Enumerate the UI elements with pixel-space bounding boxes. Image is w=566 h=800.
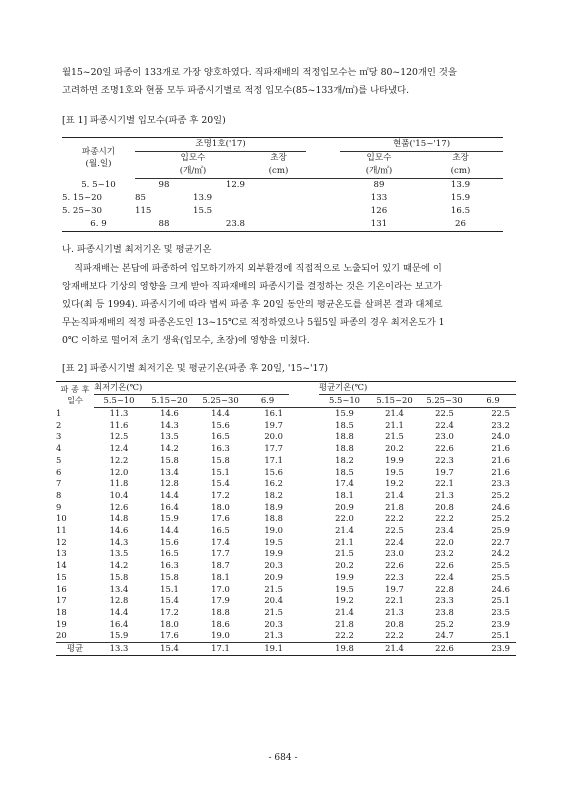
table2-cell: 15.9 [160,513,179,524]
table2-cell: 21.4 [385,408,404,418]
table2-cell-day: 17 [56,595,67,606]
table2-group-avg: 평균기온(℃) [319,382,516,395]
table2-cell-day: 7 [56,478,62,489]
table2-cell: 24.6 [491,501,510,512]
table2-cell: 22.5 [385,525,404,536]
table2-cell: 25.1 [491,595,510,606]
table2-cell: 21.3 [385,606,404,617]
table-row [56,455,516,467]
table2-cell: 17.4 [211,536,230,547]
table1-sub-height: 초장 [270,153,287,163]
table2-cell: 21.4 [385,489,404,500]
table2-cell: 15.8 [160,571,179,582]
table1-cell: 98 [158,180,170,190]
table2-cell: 22.0 [435,536,454,547]
table2-period: 5.15~20 [144,395,195,408]
table2-cell: 11.3 [109,408,129,418]
table2-cell: 20.0 [264,431,283,442]
table2-cell: 15.6 [160,536,179,547]
table1-cell: 115 [135,206,152,216]
table2-cell: 21.3 [435,489,454,500]
table2-cell: 23.4 [435,525,454,536]
table2-cell-day: 2 [56,419,62,430]
table2-cell: 16.3 [160,560,179,571]
table2-cell: 21.6 [491,443,510,454]
table2-cell: 14.4 [211,408,230,418]
table2-cell: 10.4 [109,489,129,500]
table2-cell: 14.2 [109,560,129,571]
table-row [56,572,516,584]
table2-cell: 21.4 [335,606,354,617]
table2-cell: 24.7 [435,630,454,641]
table2-cell: 17.2 [211,489,230,500]
table2-cell: 22.4 [435,571,454,582]
table2-cell: 16.4 [109,618,129,629]
table2-cell: 20.9 [264,571,283,582]
table2-cell: 24.0 [491,431,510,442]
table2-cell: 17.6 [211,513,230,524]
table2-spacer [289,408,319,420]
table-row [56,467,516,479]
table2-spacer [289,490,319,502]
table2-cell-day: 19 [56,618,67,629]
table2-cell: 22.6 [385,560,404,571]
table2-period: 5.25~30 [419,395,470,408]
table2-cell: 22.6 [435,560,454,571]
table2-cell: 18.8 [211,606,230,617]
table2-cell: 22.6 [419,643,470,656]
section-title: 나. 파종시기별 최저기온 및 평균기온 [62,244,212,255]
table1-sub-emergence: 입모수 [180,153,206,163]
table1-caption: [표 1] 파종시기별 입모수(파종 후 20일) [62,115,226,126]
table-row [62,205,503,218]
table2-cell-day: 15 [56,571,67,582]
table2-spacer [289,548,319,560]
table2-cell: 18.2 [335,454,354,465]
table2-cell: 14.6 [160,408,179,418]
table2-spacer [289,455,319,467]
table2-cell: 17.1 [264,454,283,465]
table2-spacer [289,595,319,607]
table2-cell: 12.8 [160,478,179,489]
paragraph2-line: 0℃ 이하로 떨어져 초기 생육(입모수, 초장)에 영향을 미쳤다. [62,335,310,346]
table2-cell: 24.2 [491,548,510,559]
table1-sub-height-2: 초장 [452,153,469,163]
table2-cell: 23.9 [470,643,516,656]
table1-sub-emergence-unit: (개/㎡) [135,165,251,179]
table2-cell: 18.8 [335,431,354,442]
table2-cell: 19.0 [264,525,283,536]
table2-cell: 19.7 [264,419,283,430]
table2-cell: 20.4 [264,595,283,606]
table-row [56,408,516,420]
table2-period: 6.9 [470,395,516,408]
table2-cell: 18.8 [264,513,283,524]
table2-spacer [289,502,319,514]
table2-cell: 15.8 [109,571,129,582]
table2-spacer [289,420,319,432]
table2-cell: 18.1 [335,489,354,500]
table2-cell: 19.5 [264,536,283,547]
table-row [56,537,516,549]
table1-cell: 133 [370,193,388,203]
table2-cell: 23.0 [435,431,454,442]
table2-cell: 15.1 [211,466,230,477]
table1-col-sowing: 파종시기 [81,147,116,158]
table2-cell: 23.3 [491,478,510,489]
table2-cell: 22.0 [335,513,354,524]
table2-cell: 12.5 [109,431,129,442]
table2-cell: 15.1 [160,583,179,594]
table2-cell: 21.5 [385,431,404,442]
table2-cell: 18.1 [211,571,230,582]
table2-cell: 15.6 [211,419,230,430]
table2-cell: 19.2 [385,478,404,489]
table1-cell-date: 5. 25~30 [62,206,103,216]
table2-cell: 21.6 [491,454,510,465]
table2-cell: 20.3 [264,560,283,571]
table2-period: 5.5~10 [319,395,370,408]
table1-cell: 88 [135,218,193,232]
table1-cell: 16.5 [450,206,471,216]
table1-cell: 126 [370,206,388,216]
table2-cell: 19.7 [385,583,404,594]
table2-spacer [289,560,319,572]
table2-cell: 16.2 [264,478,283,489]
table1-cell: 15.9 [450,193,471,203]
table2-cell: 22.7 [491,536,510,547]
table1-sub-emergence-2: 입모수 [366,153,392,163]
table2-cell: 18.9 [264,501,283,512]
table1-cell: 85 [135,193,146,203]
table-row [56,513,516,525]
table2-cell: 17.4 [335,478,354,489]
table2-spacer [289,607,319,619]
table2-cell: 22.3 [435,454,454,465]
table-row [56,619,516,631]
table1-cell: 12.9 [225,180,245,190]
paragraph2-line: 있다(최 등 1994). 파종시기에 따라 볍씨 파종 후 20일 동안의 평균온도를 살펴본 결과 대체로 [62,299,443,310]
table-row [56,478,516,490]
table-row [56,443,516,455]
table2-cell: 21.4 [335,525,354,536]
table2-spacer [289,572,319,584]
table2-cell: 20.9 [335,501,354,512]
table2-cell: 25.2 [491,513,510,524]
table1-cell-date: 5. 5~10 [81,179,116,190]
table2-cell: 22.5 [435,408,454,418]
table2-cell: 20.8 [435,501,454,512]
table2-cell: 16.1 [264,408,283,418]
table2-cell: 14.4 [160,525,179,536]
table2-cell: 25.2 [491,489,510,500]
table2-spacer [289,619,319,631]
table2-cell: 20.8 [385,618,404,629]
table2-cell: 22.1 [435,478,454,489]
table2-cell-day: 8 [56,489,62,500]
table2-cell: 18.5 [335,466,354,477]
table1-emergence [62,137,503,232]
table2-cell: 14.8 [109,513,129,524]
table2-cell: 17.2 [160,606,179,617]
table2-cell: 21.3 [264,630,283,641]
table2-cell: 24.6 [491,583,510,594]
table2-cell: 21.4 [370,643,419,656]
table2-cell: 25.5 [491,571,510,582]
table2-cell: 13.4 [109,583,129,594]
table2-cell: 22.6 [435,443,454,454]
table2-cell: 16.5 [211,431,230,442]
table2-body [56,408,516,656]
table2-cell-day: 6 [56,466,62,477]
table2-cell: 23.2 [491,419,510,430]
table2-period: 5.15~20 [370,395,419,408]
table2-spacer [289,513,319,525]
table2-cell: 19.9 [385,454,404,465]
table2-avg-row [56,643,516,656]
table2-cell: 21.8 [335,618,354,629]
table2-cell-day: 4 [56,443,62,454]
table2-cell: 23.9 [491,618,510,629]
table2-cell-day: 11 [56,525,67,536]
paragraph1-line: 월15~20일 파종이 133개로 가장 양호하였다. 직파재배의 적정입모수는 ㎡당 80~120개인 것을 [62,67,457,78]
table2-spacer [289,525,319,537]
table2-cell: 21.6 [491,466,510,477]
table2-cell: 17.7 [264,443,283,454]
table2-cell: 21.8 [385,501,404,512]
table2-cell: 12.2 [109,454,129,465]
table2-cell: 22.4 [385,536,404,547]
table2-cell: 23.5 [491,606,510,617]
table2-cell: 13.3 [94,643,144,656]
table2-cell: 18.2 [264,489,283,500]
table2-cell: 17.1 [195,643,246,656]
table2-cell: 22.2 [385,630,404,641]
table2-spacer [289,643,319,656]
table2-cell: 12.6 [109,501,129,512]
table2-cell: 11.6 [109,419,129,430]
table1-cell-date: 5. 15~20 [62,193,103,203]
table-row [56,490,516,502]
table2-cell: 15.8 [211,454,230,465]
table2-temperature [56,381,516,656]
table2-cell: 22.1 [385,595,404,606]
table2-cell: 20.2 [385,443,404,454]
table2-cell: 14.2 [160,443,179,454]
table2-cell: 15.4 [160,595,179,606]
table2-col-day-b: 일수 [67,394,83,405]
table2-cell: 14.3 [160,419,179,430]
table2-cell: 18.5 [335,419,354,430]
table2-cell-day: 20 [56,630,67,641]
table2-cell: 18.7 [211,560,230,571]
table-row [56,630,516,642]
table2-cell: 22.2 [385,513,404,524]
table2-cell-day: 12 [56,536,67,547]
table2-cell: 13.5 [160,431,179,442]
table2-cell: 23.2 [435,548,454,559]
table2-cell: 13.4 [160,466,179,477]
table2-cell: 11.8 [109,478,129,489]
table2-cell: 18.8 [335,443,354,454]
table2-cell-day: 14 [56,560,67,571]
table2-cell: 14.4 [109,606,129,617]
table2-cell-day: 10 [56,513,67,524]
table2-cell: 19.5 [335,583,354,594]
table2-cell: 21.1 [385,419,404,430]
table2-cell: 16.4 [160,501,179,512]
table1-group1: 조명1호('17) [135,138,306,152]
table2-cell: 19.0 [211,630,230,641]
table2-spacer [289,630,319,642]
paragraph1-line: 고려하면 조명1호와 현품 모두 파종시기별로 적정 입모수(85~133개/㎡)를 나타냈다. [62,85,410,96]
table2-cell: 25.9 [491,525,510,536]
table2-cell: 17.6 [160,630,179,641]
table2-cell: 23.0 [385,548,404,559]
table2-cell: 18.6 [211,618,230,629]
table2-cell: 16.5 [160,548,179,559]
table2-cell-day: 9 [56,501,62,512]
table2-cell: 21.1 [335,536,354,547]
table2-cell: 22.5 [491,408,510,418]
table1-cell: 89 [373,180,385,190]
table2-group-min: 최저기온(℃) [94,382,289,395]
table2-cell: 17.9 [211,595,230,606]
table-row [56,584,516,596]
table1-cell: 131 [340,218,418,232]
paragraph2-line: 앙재배보다 기상의 영향을 크게 받아 직파재배의 파종시기를 결정하는 것은 기온이라는 보고가 [62,281,442,292]
table2-cell: 23.8 [435,606,454,617]
table-row [56,548,516,560]
table2-cell: 16.3 [211,443,230,454]
table2-cell-day: 1 [56,407,62,418]
table1-cell: 13.9 [193,193,213,203]
table-row [56,420,516,432]
table2-cell: 22.2 [335,630,354,641]
page-number: - 684 - [268,753,298,763]
paragraph2-line: 직파재배는 본답에 파종하여 입모하기까지 외부환경에 직접적으로 노출되어 있기 때문에 이 [74,263,442,274]
table2-cell: 25.5 [491,560,510,571]
table2-cell: 19.2 [335,595,354,606]
table1-sub-height-unit-2: (cm) [418,165,503,179]
table2-cell: 13.5 [109,548,129,559]
table2-cell-day: 3 [56,431,62,442]
table2-cell: 19.9 [335,571,354,582]
table2-cell: 25.1 [491,630,510,641]
table2-cell: 22.8 [435,583,454,594]
table2-period: 6.9 [246,395,289,408]
table1-cell: 15.5 [193,206,213,216]
table2-cell: 21.5 [335,548,354,559]
table2-spacer [289,443,319,455]
table2-cell: 19.7 [435,466,454,477]
table2-cell: 15.4 [211,478,230,489]
table2-cell: 14.3 [109,536,129,547]
table2-spacer [289,537,319,549]
table-row [56,525,516,537]
table2-cell: 19.9 [264,548,283,559]
table2-col-day-a: 파 종 후 [60,383,90,394]
table2-cell: 22.2 [435,513,454,524]
table2-cell: 12.4 [109,443,129,454]
table2-cell: 14.6 [109,525,129,536]
table2-cell: 12.8 [109,595,129,606]
table2-cell: 18.0 [211,501,230,512]
table2-spacer [289,584,319,596]
table-row [56,560,516,572]
table2-cell: 18.0 [160,618,179,629]
table2-cell: 15.9 [335,408,354,418]
table2-period: 5.5~10 [94,395,144,408]
table2-cell: 20.3 [264,618,283,629]
paragraph2-line: 무논직파재배의 적정 파종온도인 13~15℃로 적정하였으나 5월5일 파종의 경우 최저온도가 1 [62,317,445,328]
table2-spacer [289,431,319,443]
table2-cell-day: 18 [56,606,67,617]
table1-sub-emergence-unit-2: (개/㎡) [340,165,418,179]
table2-cell-day: 평균 [56,643,94,656]
table2-cell: 12.0 [109,466,129,477]
table-row [62,218,503,232]
table1-cell: 13.9 [450,180,471,190]
table2-spacer [289,478,319,490]
table1-col-sowing-unit: (월.일) [85,159,112,170]
table-row [62,192,503,205]
table2-cell-day: 13 [56,548,67,559]
table2-cell: 22.4 [435,419,454,430]
table1-group2: 현품('15~'17) [340,138,503,152]
table2-period: 5.25~30 [195,395,246,408]
table1-sub-height-unit: (cm) [251,165,306,179]
table2-cell: 25.2 [435,618,454,629]
table2-cell: 15.6 [264,466,283,477]
table2-cell: 15.4 [144,643,195,656]
table-row [56,502,516,514]
table-row [56,431,516,443]
table2-spacer [289,467,319,479]
table-row [56,607,516,619]
table2-cell: 21.5 [264,606,283,617]
table2-cell: 17.7 [211,548,230,559]
table2-cell: 21.5 [264,583,283,594]
table2-cell: 19.5 [385,466,404,477]
table2-cell: 16.5 [211,525,230,536]
table2-cell: 17.0 [211,583,230,594]
table2-cell-day: 16 [56,583,67,594]
table2-cell: 20.2 [335,560,354,571]
table2-cell: 22.3 [385,571,404,582]
table-row [56,595,516,607]
table1-cell-date: 6. 9 [62,218,135,232]
table2-cell: 15.8 [160,454,179,465]
table2-cell: 23.3 [435,595,454,606]
table2-cell: 19.8 [319,643,370,656]
table2-caption: [표 2] 파종시기별 최저기온 및 평균기온(파종 후 20일, '15~'17) [62,363,329,374]
table1-cell: 26 [418,218,503,232]
table-row [62,179,503,193]
table2-cell: 15.9 [109,630,129,641]
table2-cell: 14.4 [160,489,179,500]
table2-cell: 19.1 [246,643,289,656]
table2-cell-day: 5 [56,454,62,465]
table1-cell: 23.8 [193,218,251,232]
